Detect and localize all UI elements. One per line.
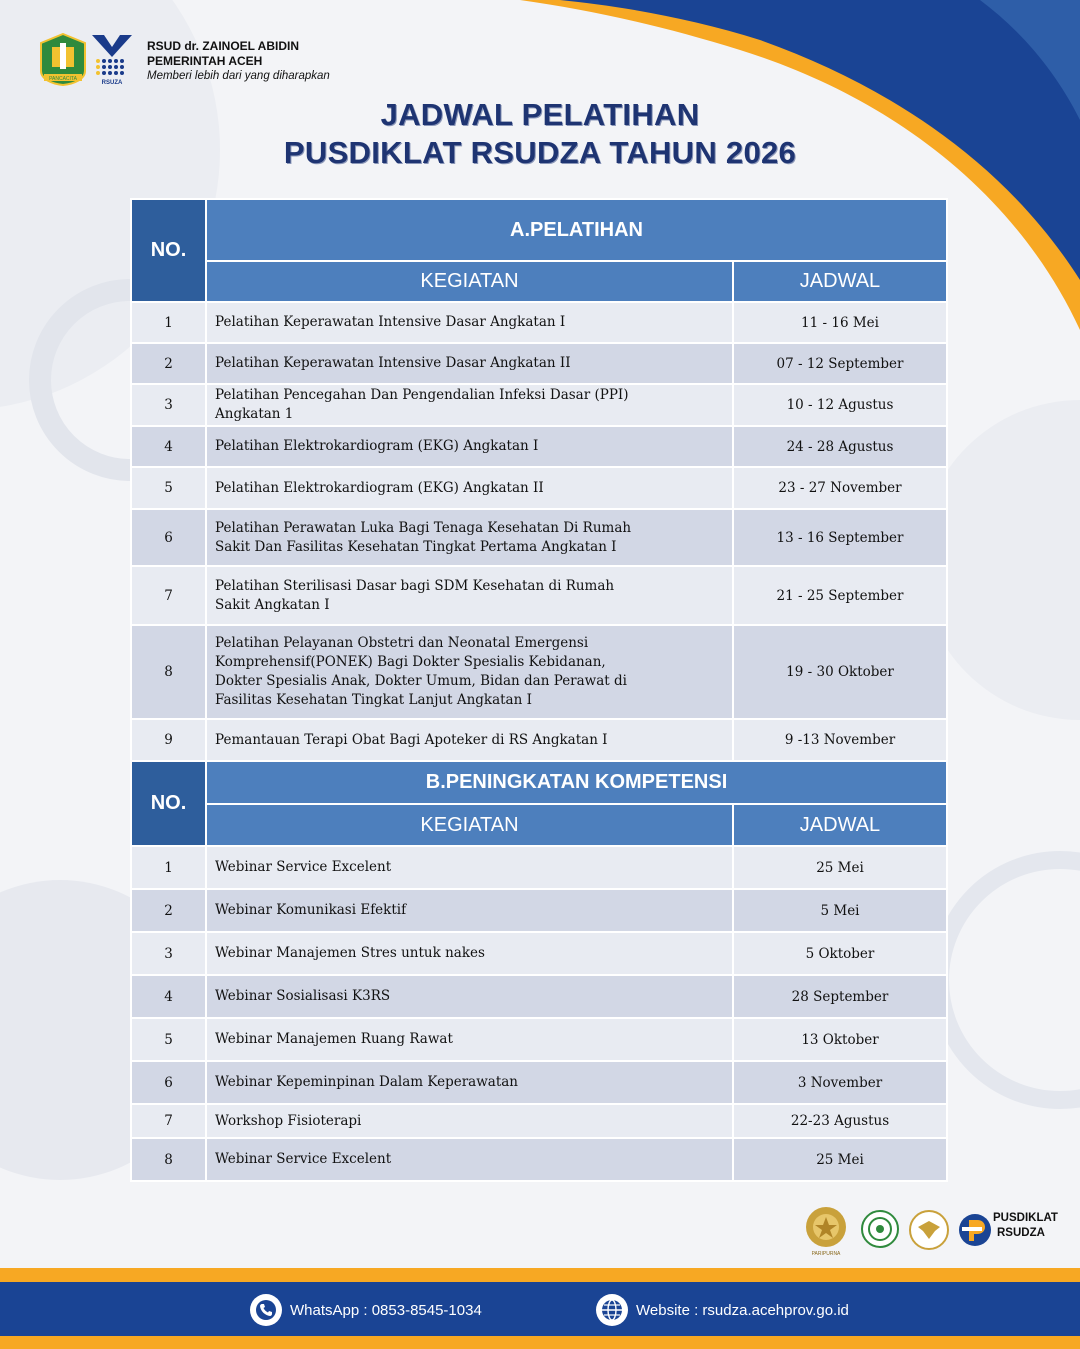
kegiatan-header: KEGIATAN — [206, 804, 733, 846]
row-jadwal: 07 - 12 September — [733, 343, 947, 384]
row-kegiatan: Pelatihan Elektrokardiogram (EKG) Angkatan I — [206, 426, 733, 467]
row-kegiatan: Pelatihan Elektrokardiogram (EKG) Angkatan II — [206, 467, 733, 509]
page-title — [0, 96, 1080, 172]
row-kegiatan: Pelatihan Sterilisasi Dasar bagi SDM Kesehatan di Rumah Sakit Angkatan I — [206, 566, 733, 625]
row-kegiatan: Pelatihan Pencegahan Dan Pengendalian Infeksi Dasar (PPI) Angkatan 1 — [206, 384, 733, 426]
phone-icon — [250, 1294, 282, 1326]
row-number: 5 — [131, 467, 206, 509]
row-jadwal: 13 Oktober — [733, 1018, 947, 1061]
section-title: A.PELATIHAN — [206, 199, 947, 261]
table-row — [131, 719, 947, 761]
table-pelatihan — [130, 198, 948, 762]
table-row — [131, 1104, 947, 1138]
org-text-block — [147, 39, 330, 84]
globe-icon — [596, 1294, 628, 1326]
row-number: 9 — [131, 719, 206, 761]
website-text: Website : rsudza.acehprov.go.id — [636, 1301, 849, 1319]
row-kegiatan: Webinar Manajemen Ruang Rawat — [206, 1018, 733, 1061]
row-jadwal: 25 Mei — [733, 846, 947, 889]
row-jadwal: 23 - 27 November — [733, 467, 947, 509]
table-row — [131, 426, 947, 467]
row-jadwal: 28 September — [733, 975, 947, 1018]
table-row — [131, 889, 947, 932]
table-row — [131, 1138, 947, 1181]
row-jadwal: 10 - 12 Agustus — [733, 384, 947, 426]
row-jadwal: 11 - 16 Mei — [733, 302, 947, 343]
row-jadwal: 5 Oktober — [733, 932, 947, 975]
row-kegiatan: Pelatihan Keperawatan Intensive Dasar Angkatan II — [206, 343, 733, 384]
row-number: 2 — [131, 889, 206, 932]
row-number: 7 — [131, 1104, 206, 1138]
table-peningkatan-kompetensi — [130, 760, 948, 1182]
accreditation-logos — [800, 1205, 1070, 1260]
title-line-2: PUSDIKLAT RSUDZA TAHUN 2026 — [283, 135, 797, 170]
table-row — [131, 566, 947, 625]
pusdiklat-wordmark — [993, 1211, 1058, 1241]
row-kegiatan: Pelatihan Pelayanan Obstetri dan Neonatal Emergensi Komprehensif(PONEK) Bagi Dokter Spesialis Kebidanan, Dokter Spesialis Anak, Dokter Umum, Bidan dan Perawat di Fasilitas Kesehatan Tingkat Lanjut Angkatan I — [206, 625, 733, 719]
jadwal-header: JADWAL — [733, 804, 947, 846]
row-number: 1 — [131, 302, 206, 343]
row-number: 3 — [131, 384, 206, 426]
row-kegiatan: Pemantauan Terapi Obat Bagi Apoteker di RS Angkatan I — [206, 719, 733, 761]
table-row — [131, 1061, 947, 1104]
row-jadwal: 3 November — [733, 1061, 947, 1104]
table-row — [131, 343, 947, 384]
row-jadwal: 24 - 28 Agustus — [733, 426, 947, 467]
pusdiklat-line-2: RSUDZA — [997, 1227, 1045, 1239]
kegiatan-header: KEGIATAN — [206, 261, 733, 302]
row-jadwal: 25 Mei — [733, 1138, 947, 1181]
section-title: B.PENINGKATAN KOMPETENSI — [206, 761, 947, 804]
row-kegiatan: Webinar Service Excelent — [206, 846, 733, 889]
row-number: 4 — [131, 426, 206, 467]
whatsapp-text: WhatsApp : 0853-8545-1034 — [290, 1301, 482, 1319]
garuda-seal-icon — [908, 1209, 950, 1251]
rsuza-logo — [90, 33, 134, 86]
row-kegiatan: Webinar Sosialisasi K3RS — [206, 975, 733, 1018]
svg-text:PARIPURNA: PARIPURNA — [811, 1251, 841, 1257]
row-number: 7 — [131, 566, 206, 625]
table-row — [131, 384, 947, 426]
paripurna-award-icon — [802, 1205, 850, 1257]
row-kegiatan: Pelatihan Keperawatan Intensive Dasar Angkatan I — [206, 302, 733, 343]
row-jadwal: 19 - 30 Oktober — [733, 625, 947, 719]
row-kegiatan: Pelatihan Perawatan Luka Bagi Tenaga Kesehatan Di Rumah Sakit Dan Fasilitas Kesehatan Tingkat Pertama Angkatan I — [206, 509, 733, 566]
jadwal-header: JADWAL — [733, 261, 947, 302]
row-number: 2 — [131, 343, 206, 384]
table-body — [131, 846, 947, 1181]
table-body — [131, 302, 947, 761]
row-kegiatan: Webinar Komunikasi Efektif — [206, 889, 733, 932]
table-row — [131, 302, 947, 343]
row-jadwal: 22-23 Agustus — [733, 1104, 947, 1138]
tagline: Memberi lebih dari yang diharapkan — [147, 70, 330, 82]
row-jadwal: 5 Mei — [733, 889, 947, 932]
row-jadwal: 9 -13 November — [733, 719, 947, 761]
row-number: 8 — [131, 1138, 206, 1181]
table-row — [131, 846, 947, 889]
row-kegiatan: Webinar Service Excelent — [206, 1138, 733, 1181]
table-row — [131, 975, 947, 1018]
row-number: 1 — [131, 846, 206, 889]
row-kegiatan: Webinar Kepeminpinan Dalam Keperawatan — [206, 1061, 733, 1104]
row-number: 6 — [131, 509, 206, 566]
row-number: 3 — [131, 932, 206, 975]
aceh-emblem-logo — [38, 33, 88, 86]
no-header: NO. — [131, 199, 206, 302]
website-link[interactable] — [596, 1293, 849, 1327]
row-kegiatan: Webinar Manajemen Stres untuk nakes — [206, 932, 733, 975]
table-row — [131, 467, 947, 509]
org-name: RSUD dr. ZAINOEL ABIDIN — [147, 39, 300, 53]
row-number: 6 — [131, 1061, 206, 1104]
table-row — [131, 509, 947, 566]
row-number: 4 — [131, 975, 206, 1018]
row-number: 5 — [131, 1018, 206, 1061]
row-number: 8 — [131, 625, 206, 719]
row-kegiatan: Workshop Fisioterapi — [206, 1104, 733, 1138]
row-jadwal: 13 - 16 September — [733, 509, 947, 566]
svg-text:PANCACITA: PANCACITA — [49, 76, 77, 82]
table-row — [131, 932, 947, 975]
pusdiklat-logo-icon — [958, 1213, 992, 1247]
pusdiklat-line-1: PUSDIKLAT — [993, 1212, 1058, 1224]
gov-name: PEMERINTAH ACEH — [147, 54, 263, 68]
table-row — [131, 625, 947, 719]
org-header — [38, 33, 358, 89]
whatsapp-contact[interactable] — [250, 1293, 482, 1327]
health-ministry-seal-icon — [860, 1209, 900, 1249]
row-jadwal: 21 - 25 September — [733, 566, 947, 625]
title-line-1: JADWAL PELATIHAN — [380, 97, 700, 132]
table-row — [131, 1018, 947, 1061]
svg-text:RSUZA: RSUZA — [101, 80, 123, 86]
no-header: NO. — [131, 761, 206, 846]
